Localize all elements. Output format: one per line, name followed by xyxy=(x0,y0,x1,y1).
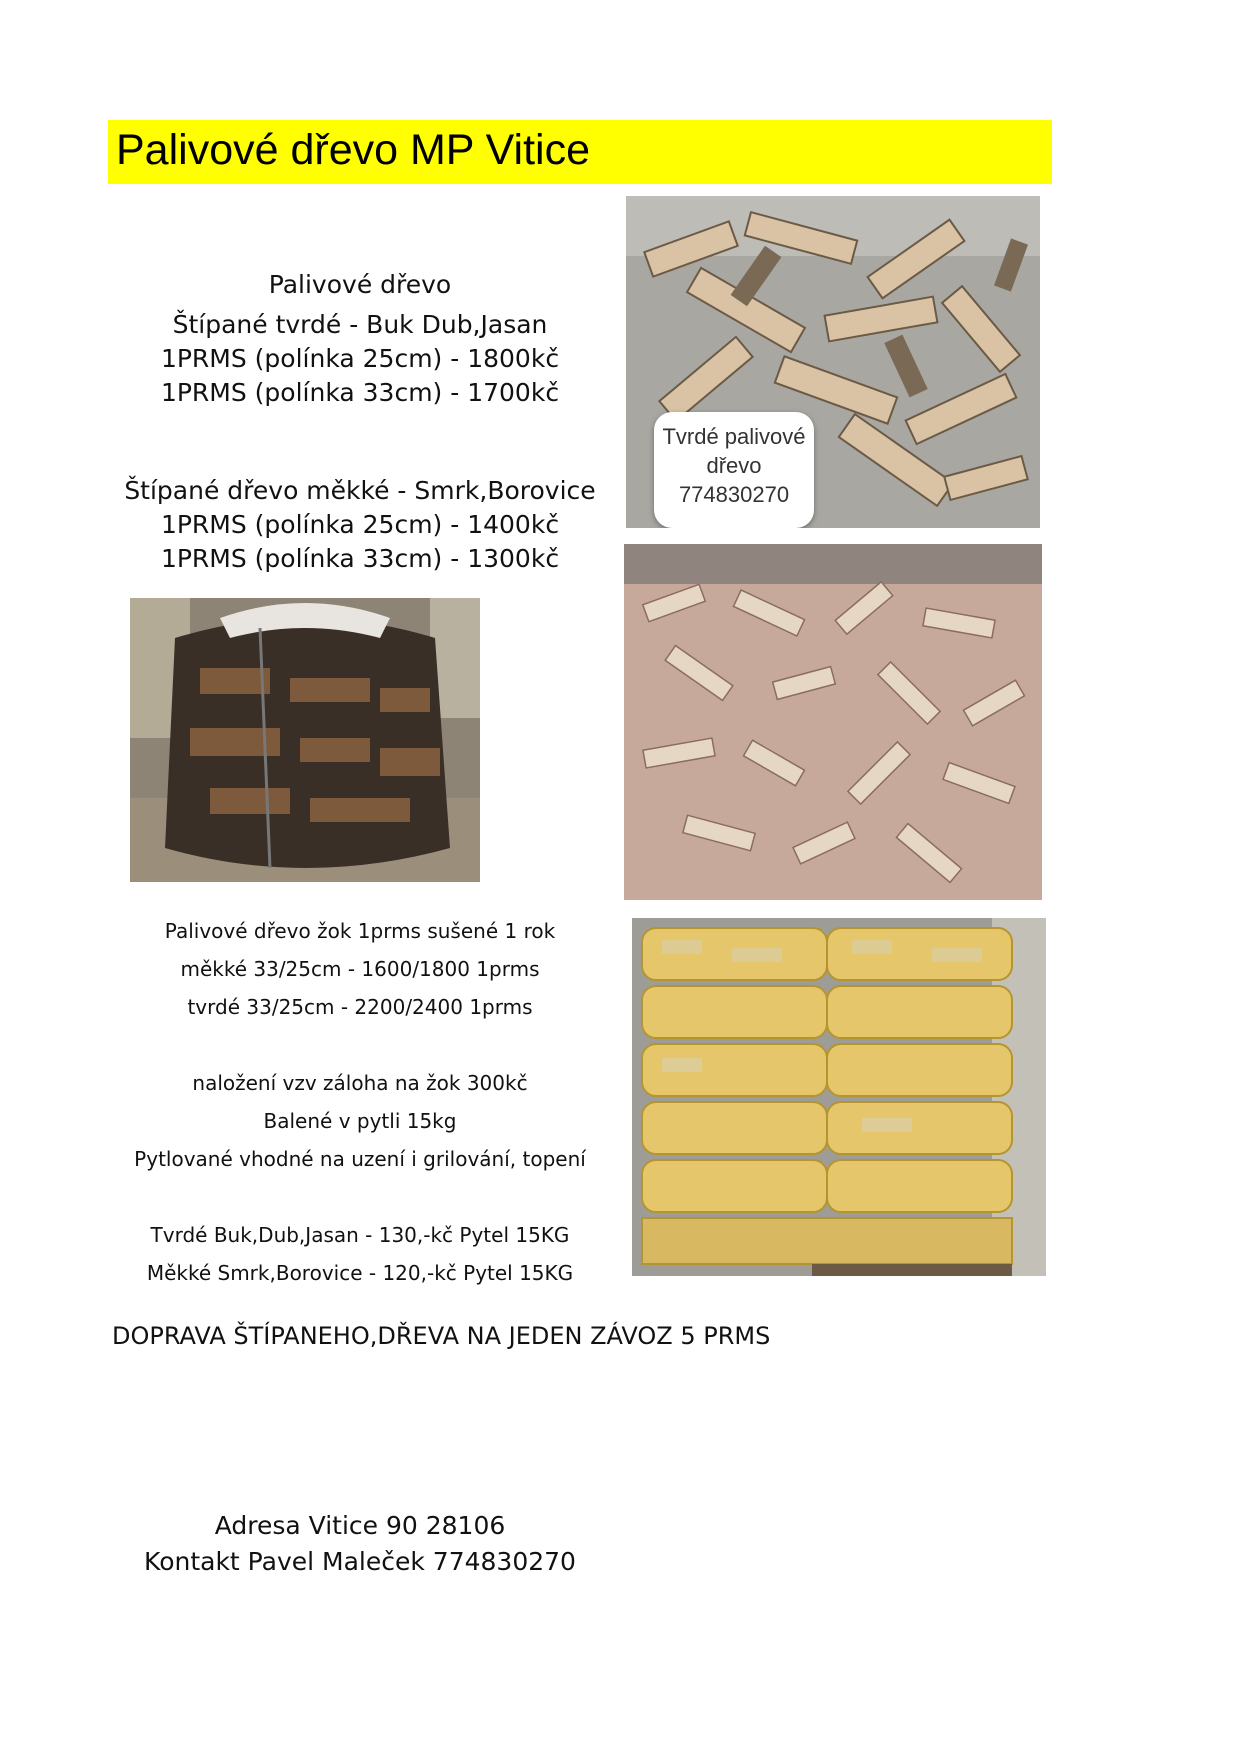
photo-label-bubble: Tvrdé palivové dřevo 774830270 xyxy=(654,412,814,528)
bag-line: Palivové dřevo žok 1prms sušené 1 rok xyxy=(164,919,556,943)
bulk-bag-photo xyxy=(130,598,480,882)
hard-wood-subheading: Štípané tvrdé - Buk Dub,Jasan xyxy=(172,310,548,339)
sack-price-line: Měkké Smrk,Borovice - 120,-kč Pytel 15KG xyxy=(146,1261,574,1285)
sack-prices-section xyxy=(110,1216,610,1292)
delivery-note: DOPRAVA ŠTÍPANEHO,DŘEVA NA JEDEN ZÁVOZ 5 PRMS xyxy=(112,1322,771,1350)
page-title: Palivové dřevo MP Vitice xyxy=(116,126,591,174)
hard-wood-section xyxy=(110,268,610,410)
price-line: 1PRMS (polínka 33cm) - 1700kč xyxy=(160,378,560,407)
contact-section xyxy=(110,1508,610,1580)
bag-section xyxy=(110,912,610,1026)
bagged-wood-photo xyxy=(632,918,1046,1276)
soft-wood-section xyxy=(110,474,610,576)
address-line: Adresa Vitice 90 28106 xyxy=(214,1511,506,1540)
price-line: 1PRMS (polínka 25cm) - 1400kč xyxy=(160,510,560,539)
extras-line: Pytlované vhodné na uzení i grilování, topení xyxy=(134,1147,586,1171)
extras-line: Balené v pytli 15kg xyxy=(263,1109,457,1133)
bag-line: tvrdé 33/25cm - 2200/2400 1prms xyxy=(187,995,533,1019)
soft-wood-subheading: Štípané dřevo měkké - Smrk,Borovice xyxy=(124,476,596,505)
extras-line: naložení vzv záloha na žok 300kč xyxy=(192,1071,528,1095)
sack-price-line: Tvrdé Buk,Dub,Jasan - 130,-kč Pytel 15KG xyxy=(150,1223,570,1247)
contact-line: Kontakt Pavel Maleček 774830270 xyxy=(144,1547,576,1576)
bag-line: měkké 33/25cm - 1600/1800 1prms xyxy=(180,957,540,981)
hardwood-pile-photo xyxy=(626,196,1040,528)
price-line: 1PRMS (polínka 25cm) - 1800kč xyxy=(160,344,560,373)
price-line: 1PRMS (polínka 33cm) - 1300kč xyxy=(160,544,560,573)
split-wood-photo xyxy=(624,544,1042,900)
section-heading: Palivové dřevo xyxy=(268,270,452,299)
title-banner xyxy=(108,120,1052,184)
extras-section xyxy=(110,1064,610,1178)
